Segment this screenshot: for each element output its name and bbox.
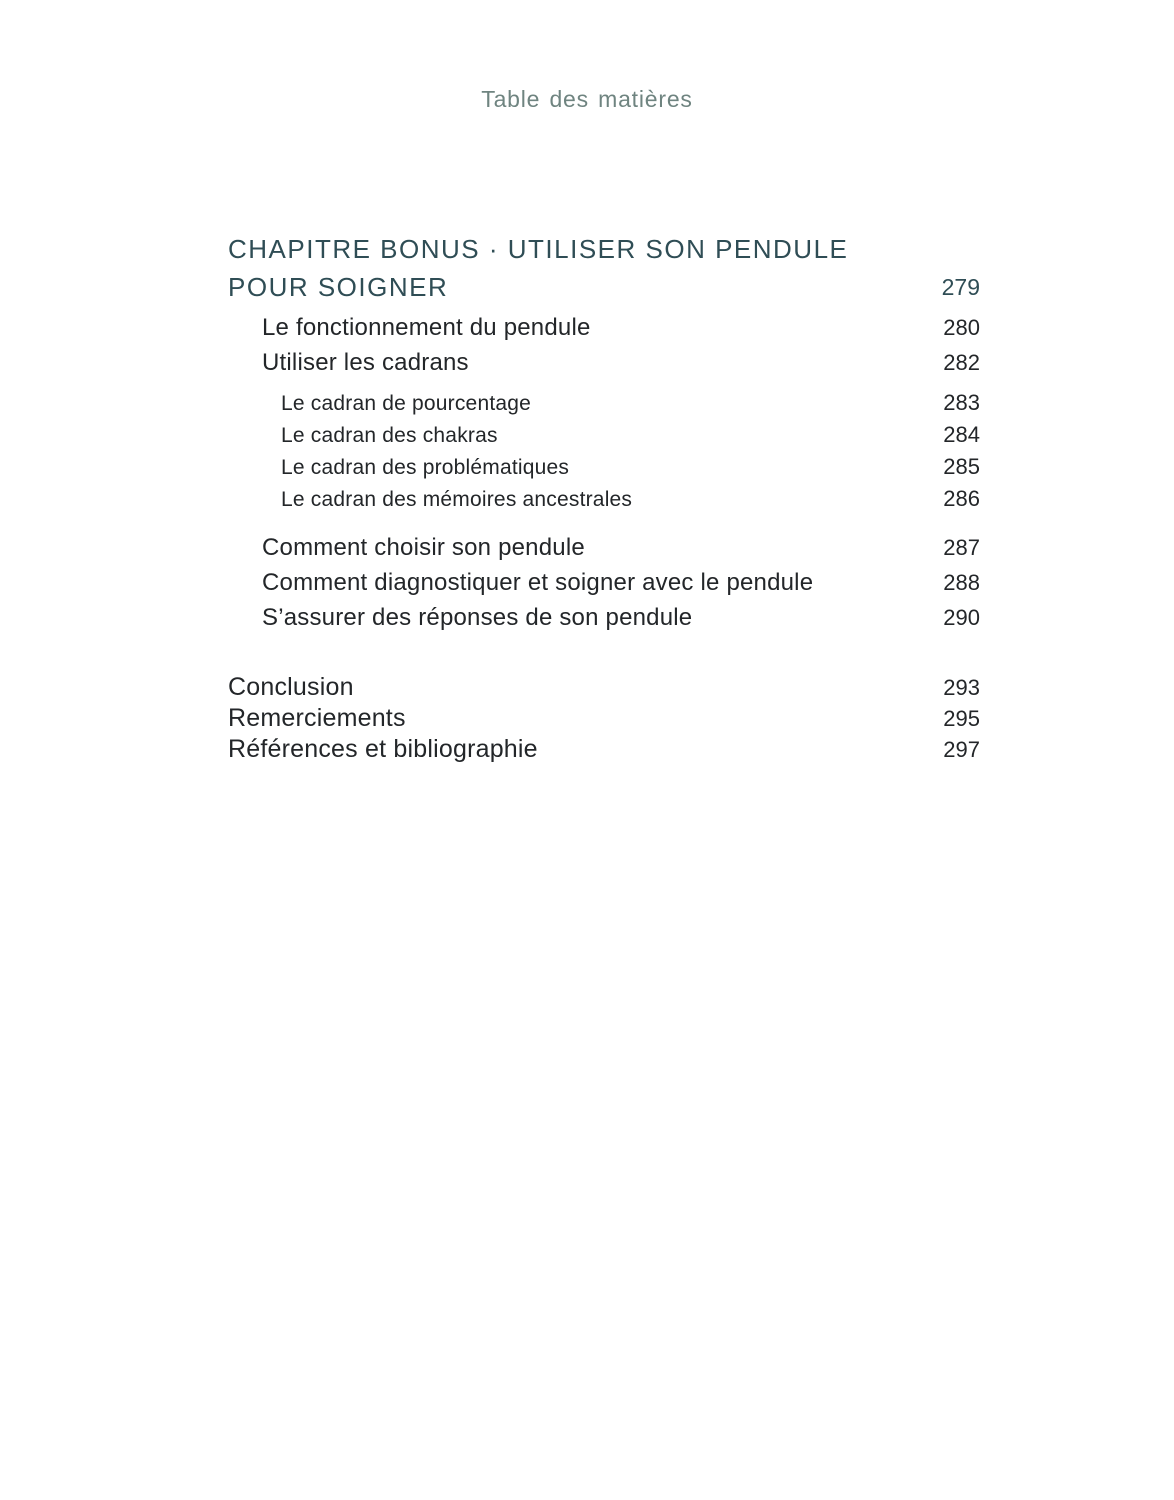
toc-entry-label: Le cadran des mémoires ancestrales — [281, 488, 633, 511]
toc-entry-page-number: 282 — [943, 350, 980, 375]
toc-group-level1-a — [228, 310, 980, 380]
toc-entry — [228, 345, 980, 380]
toc-entry-label: Conclusion — [228, 673, 354, 701]
toc-entry — [228, 703, 980, 734]
toc-entry-page-number: 280 — [943, 315, 980, 340]
chapter-title-line2: POUR SOIGNER — [228, 272, 449, 302]
toc-entry-page-number: 293 — [943, 675, 980, 700]
toc-entry-page-number: 287 — [943, 535, 980, 560]
toc-entry-page-number: 295 — [943, 706, 980, 731]
toc-group-level2 — [228, 387, 980, 515]
toc-entry — [228, 387, 980, 419]
toc-entry-label: Références et bibliographie — [228, 735, 538, 763]
toc-entry-page-number: 283 — [943, 390, 980, 415]
toc-entry — [228, 451, 980, 483]
chapter-page-number: 279 — [941, 274, 980, 300]
toc-entry-label: S’assurer des réponses de son pendule — [262, 604, 693, 631]
toc-entry — [228, 310, 980, 345]
toc-entry-page-number: 290 — [943, 605, 980, 630]
toc-entry-page-number: 284 — [943, 422, 980, 447]
chapter-title-line1: CHAPITRE BONUS · UTILISER SON PENDULE — [228, 234, 849, 264]
toc-entry-page-number: 297 — [943, 737, 980, 762]
toc-entry — [228, 530, 980, 565]
running-header-title: Table des matières — [481, 86, 693, 112]
toc-entry — [228, 600, 980, 635]
toc-entry-label: Remerciements — [228, 704, 406, 732]
toc-entry-label: Comment diagnostiquer et soigner avec le pendule — [262, 569, 814, 596]
toc-entry — [228, 565, 980, 600]
toc-entry-label: Le cadran de pourcentage — [281, 392, 531, 415]
toc-entry — [228, 734, 980, 765]
toc-entry-label: Le fonctionnement du pendule — [262, 314, 591, 341]
toc-entry-label: Utiliser les cadrans — [262, 349, 469, 376]
toc-group-back-matter — [228, 672, 980, 765]
toc-entry — [228, 483, 980, 515]
toc-entry-label: Le cadran des problématiques — [281, 456, 570, 479]
toc-entry — [228, 419, 980, 451]
toc-entry — [228, 672, 980, 703]
toc-entry-label: Comment choisir son pendule — [262, 534, 585, 561]
table-of-contents — [228, 230, 980, 765]
toc-entry-page-number: 288 — [943, 570, 980, 595]
toc-entry-page-number: 285 — [943, 454, 980, 479]
toc-entry-label: Le cadran des chakras — [281, 424, 498, 447]
toc-group-level1-b — [228, 530, 980, 635]
chapter-title — [228, 230, 848, 306]
toc-entry-chapter-bonus — [228, 230, 980, 306]
toc-entry-page-number: 286 — [943, 486, 980, 511]
